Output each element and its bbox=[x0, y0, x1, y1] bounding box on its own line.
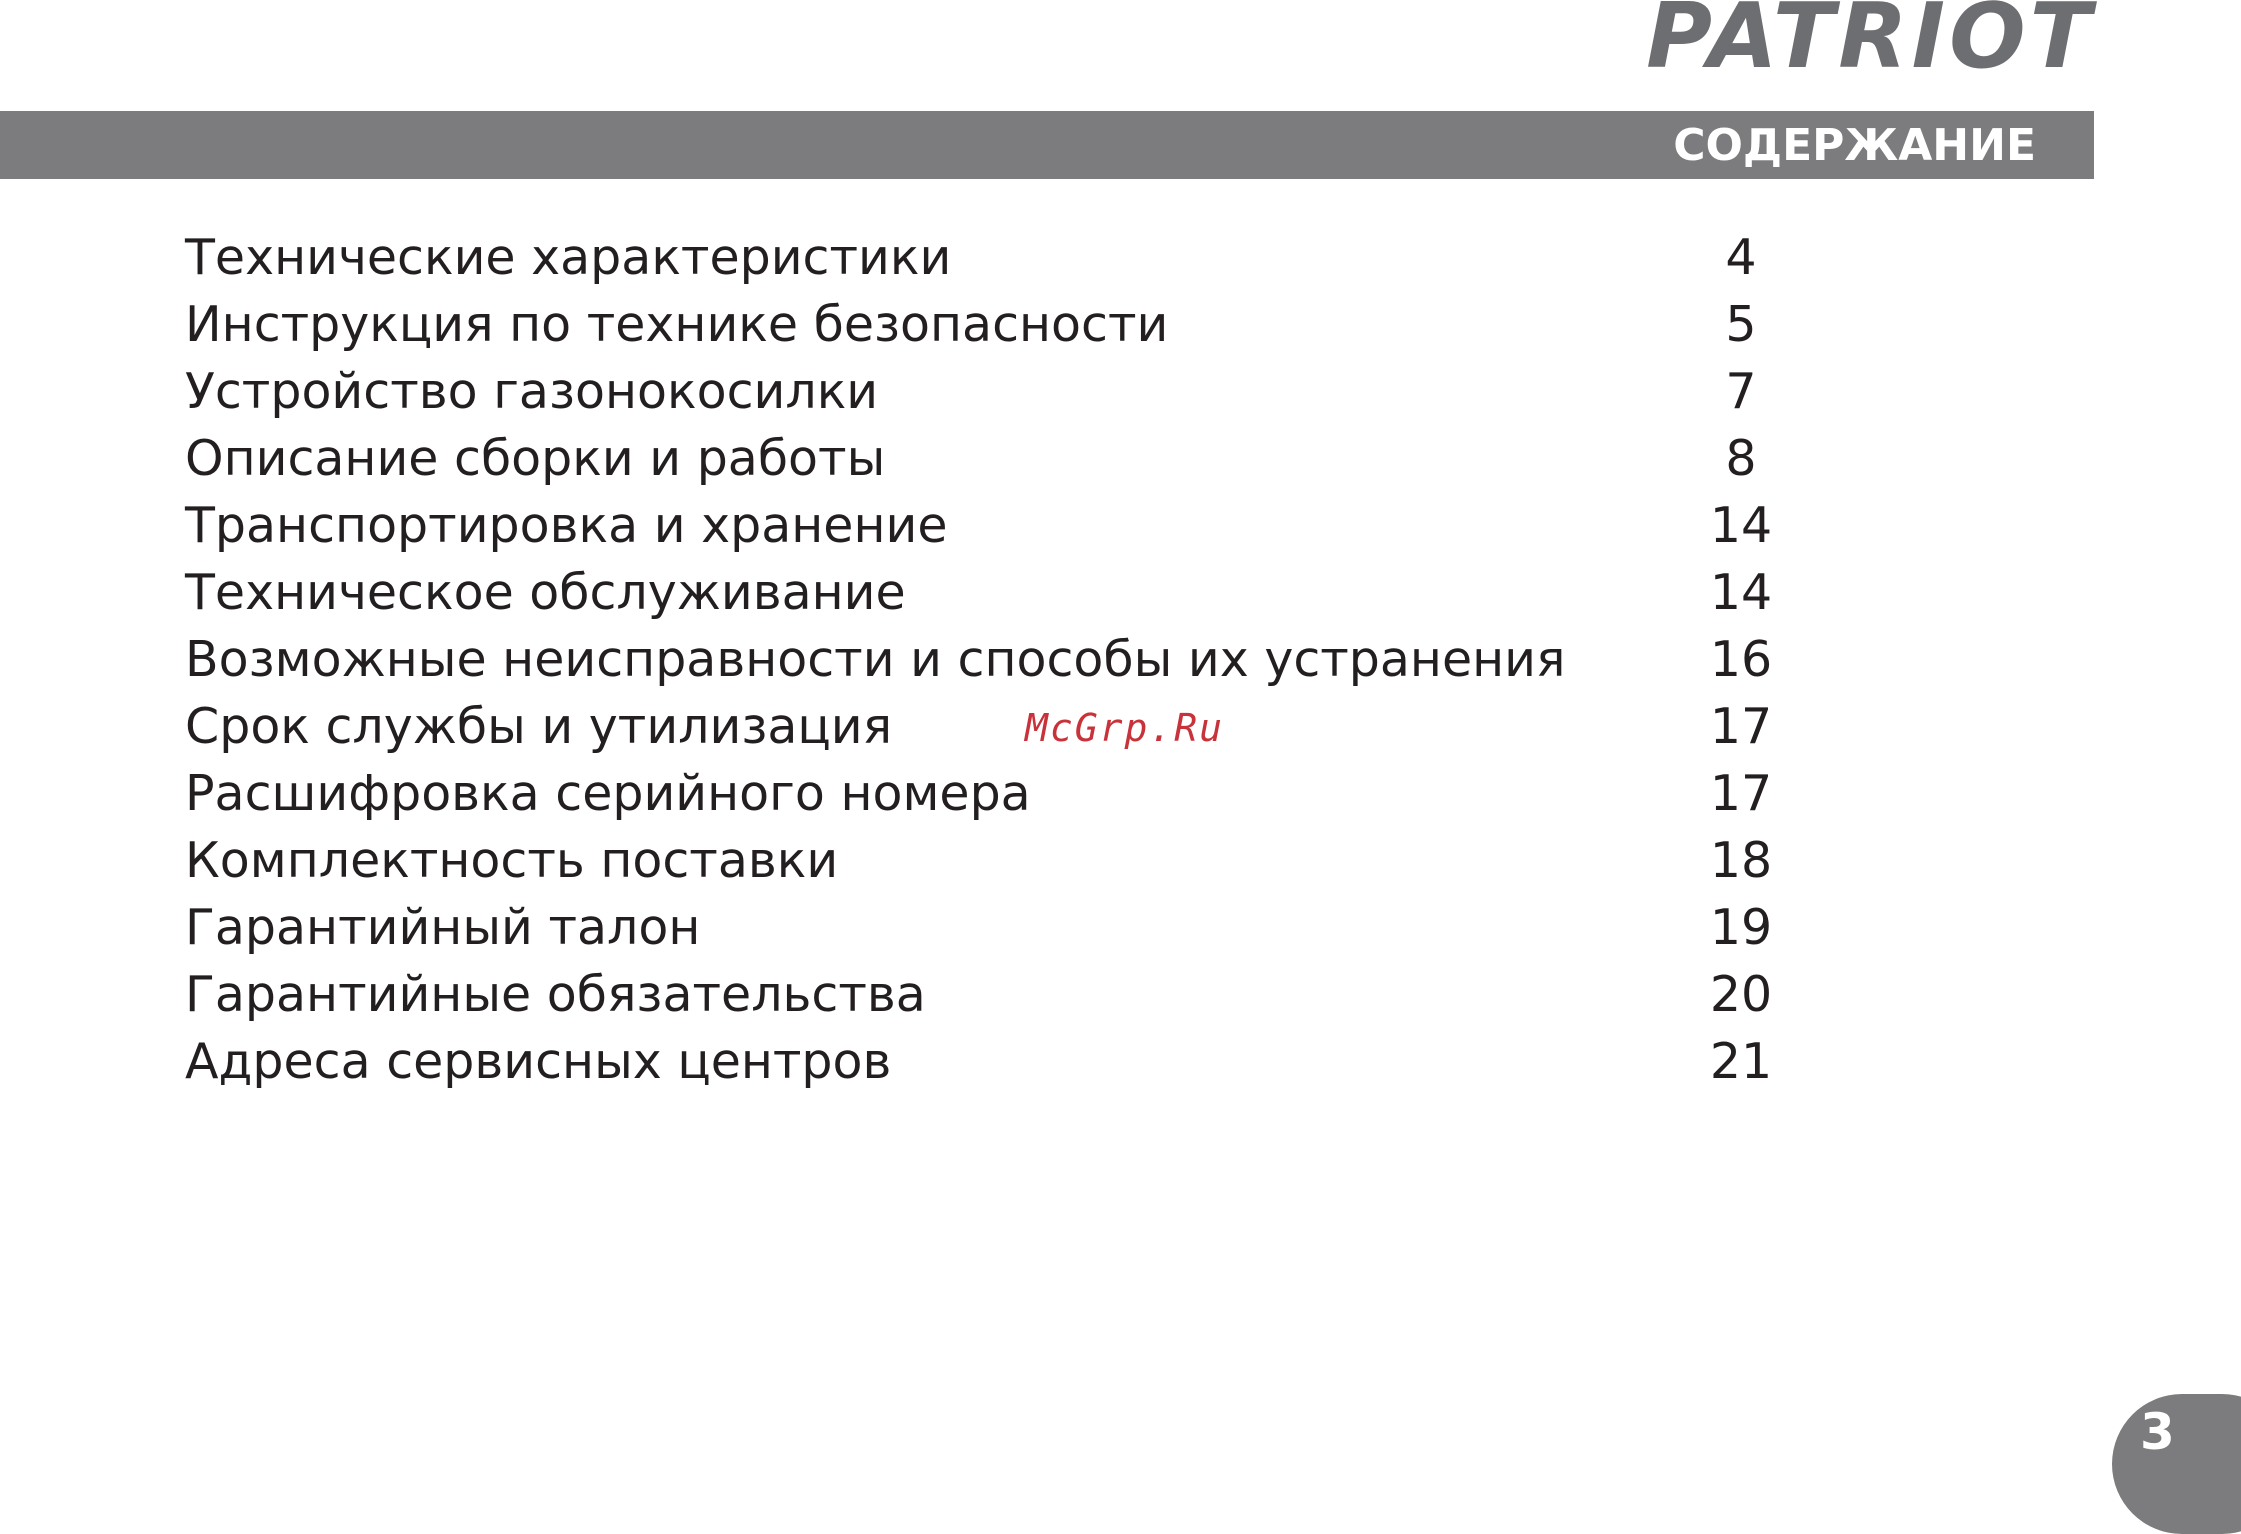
toc-entry-title: Адреса сервисных центров bbox=[185, 1033, 892, 1090]
toc-entry[interactable] bbox=[185, 827, 1825, 894]
page-number-tab bbox=[2112, 1394, 2241, 1534]
toc-entry-title: Расшифровка серийного номера bbox=[185, 765, 1031, 822]
toc-entry-page: 5 bbox=[1725, 296, 1757, 353]
toc-entry-title: Транспортировка и хранение bbox=[185, 497, 948, 554]
toc-entry-title: Инструкция по технике безопасности bbox=[185, 296, 1169, 353]
toc-entry[interactable] bbox=[185, 559, 1825, 626]
toc-entry-page: 14 bbox=[1709, 564, 1773, 621]
toc-entry-page: 16 bbox=[1709, 631, 1773, 688]
toc-entry-title: Устройство газонокосилки bbox=[185, 363, 879, 420]
toc-entry-page: 7 bbox=[1725, 363, 1757, 420]
toc-entry-page: 4 bbox=[1725, 229, 1757, 286]
watermark-link[interactable]: McGrp.Ru bbox=[1025, 706, 1225, 750]
toc-entry[interactable] bbox=[185, 760, 1825, 827]
toc-entry-title: Гарантийный талон bbox=[185, 899, 701, 956]
page-number: 3 bbox=[2140, 1403, 2175, 1461]
toc-entry[interactable] bbox=[185, 961, 1825, 1028]
toc-entry-page: 19 bbox=[1709, 899, 1773, 956]
toc-entry[interactable] bbox=[185, 693, 1825, 760]
patriot-logo: PATRIOT bbox=[1646, 0, 2095, 89]
section-title: СОДЕРЖАНИЕ bbox=[1673, 120, 2036, 171]
toc-entry[interactable] bbox=[185, 425, 1825, 492]
toc-entry-title: Описание сборки и работы bbox=[185, 430, 886, 487]
toc-entry[interactable] bbox=[185, 224, 1825, 291]
toc-entry[interactable] bbox=[185, 358, 1825, 425]
toc-entry-page: 17 bbox=[1709, 765, 1773, 822]
toc-entry[interactable] bbox=[185, 291, 1825, 358]
toc-entry-page: 17 bbox=[1709, 698, 1773, 755]
toc-entry-page: 18 bbox=[1709, 832, 1773, 889]
toc-entry-title: Гарантийные обязательства bbox=[185, 966, 926, 1023]
toc-entry[interactable] bbox=[185, 492, 1825, 559]
toc-entry[interactable] bbox=[185, 894, 1825, 961]
toc-entry[interactable] bbox=[185, 626, 1825, 693]
toc-entry-title: Технические характеристики bbox=[185, 229, 952, 286]
toc-entry-title: Комплектность поставки bbox=[185, 832, 839, 889]
toc-entry-page: 21 bbox=[1709, 1033, 1773, 1090]
toc-entry-page: 20 bbox=[1709, 966, 1773, 1023]
toc-entry-page: 14 bbox=[1709, 497, 1773, 554]
table-of-contents bbox=[185, 224, 1825, 1095]
toc-entry[interactable] bbox=[185, 1028, 1825, 1095]
toc-entry-title: Срок службы и утилизация bbox=[185, 698, 893, 755]
section-header-bar bbox=[0, 111, 2094, 179]
toc-entry-page: 8 bbox=[1725, 430, 1757, 487]
toc-entry-title: Техническое обслуживание bbox=[185, 564, 906, 621]
toc-entry-title: Возможные неисправности и способы их устранения bbox=[185, 631, 1566, 688]
